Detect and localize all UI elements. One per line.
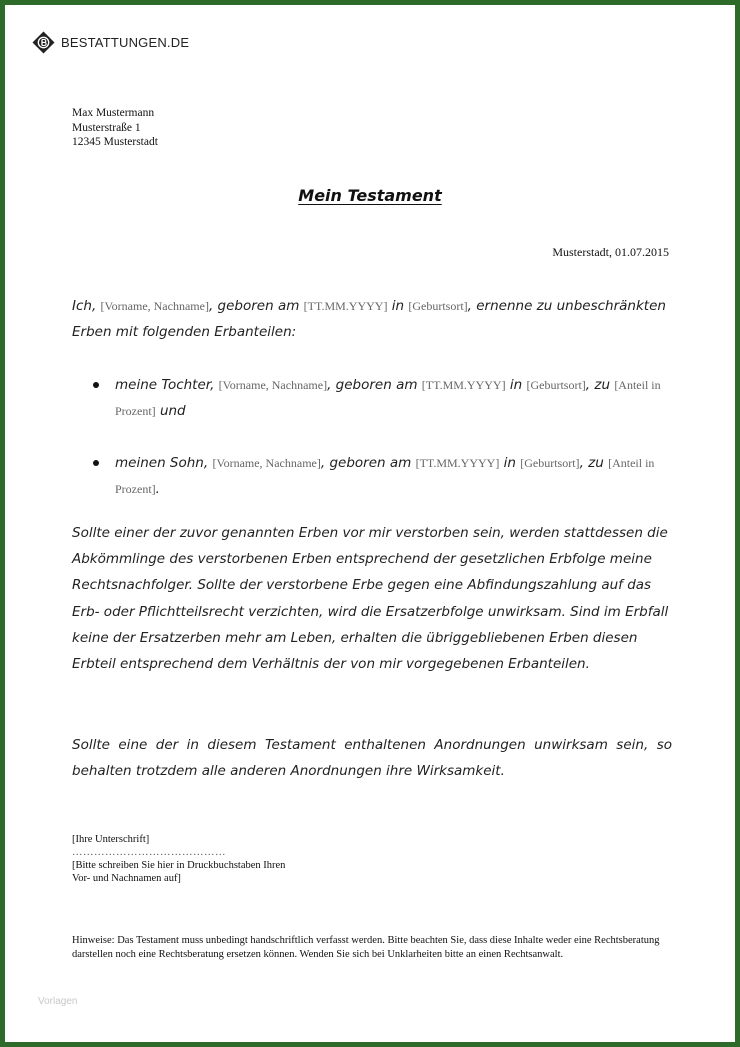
logo-text: BESTATTUNGEN.DE [61, 35, 190, 50]
placeholder-birthplace: [Geburtsort] [526, 378, 586, 392]
intro-text: in [387, 298, 409, 314]
heirs-list [93, 372, 673, 502]
heir-text: und [155, 403, 186, 419]
intro-text: , geboren am [208, 298, 304, 314]
signature-label: [Ihre Unterschrift] [72, 834, 150, 845]
intro-paragraph [72, 293, 672, 345]
bullet-icon [93, 382, 99, 388]
intro-text: Ich, [72, 298, 101, 314]
place-date: Musterstadt, 01.07.2015 [552, 245, 669, 259]
placeholder-name: [Vorname, Nachname] [212, 456, 321, 470]
document-title [5, 186, 735, 205]
bullet-icon [93, 460, 99, 466]
heir-text: , zu [579, 455, 609, 471]
sender-name: Max Mustermann [72, 107, 155, 119]
signature-hint-line: Vor- und Nachnamen auf] [72, 873, 181, 884]
signature-block [72, 833, 285, 885]
signature-hint-line: [Bitte schreiben Sie hier in Druckbuchstaben Ihren [72, 860, 286, 871]
document-page [5, 5, 735, 1042]
severability-paragraph: Sollte eine der in diesem Testament enthaltenen Anordnungen unwirksam sein, so behalten trotzdem alle anderen Anordnungen ihre Wirksamkeit. [72, 737, 672, 779]
substitution-paragraph: Sollte einer der zuvor genannten Erben vor mir verstorben sein, werden stattdessen die Abkömmlinge des verstorbenen Erben entsprechend der gesetzlichen Erbfolge meine Rechtsnachfolger. Sollte der verstorbene Erbe gegen eine Abfindungszahlung auf das Erb- oder Pflichtteilsrecht verzichten, wird die Ersatzerbfolge unwirksam. Sind im Erbfall keine der Ersatzerben mehr am Leben, erhalten die übriggebliebenen Erben diesen Erbteil entsprechend dem Verhältnis der von mir vorgegebenen Erbanteilen. [72, 525, 669, 673]
heir-text: , zu [585, 377, 615, 393]
placeholder-share: [Anteil in Prozent] [115, 456, 655, 496]
heir-item-daughter [93, 372, 673, 424]
heir-text: in [505, 377, 527, 393]
legal-note: Hinweise: Das Testament muss unbedingt handschriftlich verfasst werden. Bitte beachten Sie, dass diese Inhalte weder eine Rechtsberatung darstellen noch eine Rechtsberatung ersetzen können. Wenden Sie sich bei Unklarheiten bitte an einen Rechtsanwalt. [72, 935, 660, 960]
title-text: Mein Testament [298, 186, 442, 205]
heir-text: in [499, 455, 521, 471]
sender-street: Musterstraße 1 [72, 121, 141, 134]
placeholder-name: [Vorname, Nachname] [218, 378, 328, 392]
heir-item-son [93, 450, 673, 502]
placeholder-share: [Anteil in Prozent] [115, 378, 661, 418]
placeholder-birthplace: [Geburtsort] [408, 299, 468, 313]
brand-logo [32, 31, 189, 54]
watermark: Vorlagen [38, 996, 78, 1007]
heir-text: , geboren am [327, 377, 422, 393]
heir-text: . [155, 481, 160, 497]
diamond-logo-icon [32, 31, 55, 54]
placeholder-birthdate: [TT.MM.YYYY] [415, 456, 500, 470]
heir-text: meinen Sohn, [115, 455, 213, 471]
sender-address [72, 106, 158, 150]
placeholder-name: [Vorname, Nachname] [100, 299, 209, 313]
placeholder-birthplace: [Geburtsort] [520, 456, 580, 470]
placeholder-birthdate: [TT.MM.YYYY] [303, 299, 388, 313]
intro-text: , ernenne zu unbeschränkten Erben mit folgenden Erbanteilen: [72, 298, 666, 340]
placeholder-birthdate: [TT.MM.YYYY] [421, 378, 506, 392]
heir-text: , geboren am [320, 455, 416, 471]
heir-text: meine Tochter, [115, 377, 219, 393]
sender-city: 12345 Musterstadt [72, 136, 158, 148]
signature-line: …………………………………… [72, 847, 226, 858]
